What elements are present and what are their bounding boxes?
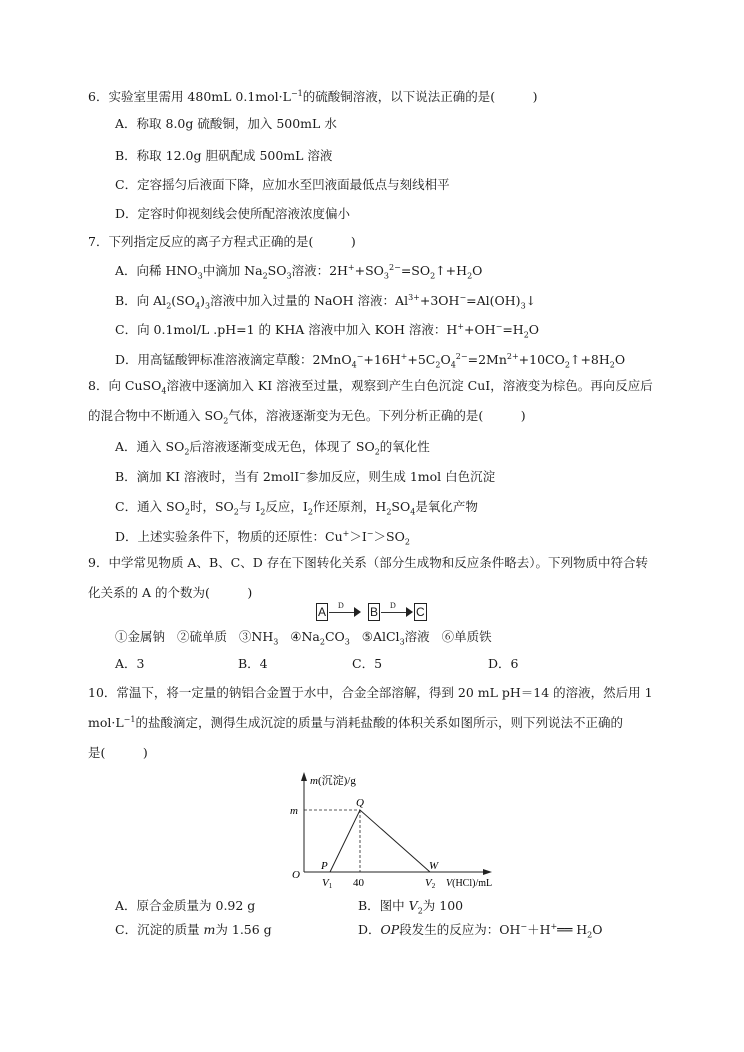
txt: 为 100 [422, 898, 464, 913]
point-q-label: Q [356, 797, 364, 809]
txt: CO [324, 629, 345, 644]
q9-stem-line2: 化关系的 A 的个数为( ) [88, 585, 253, 600]
sup: 2+ [506, 351, 519, 361]
txt: ) [200, 293, 205, 308]
v2: V [425, 877, 432, 889]
item-4 [290, 629, 350, 647]
item-5 [361, 629, 430, 647]
txt: O [592, 922, 603, 937]
sub: 2 [386, 507, 392, 517]
txt: D．用高锰酸钾标准溶液滴定草酸：2MnO [115, 352, 352, 367]
txt: +16H [363, 352, 401, 367]
txt: 的氧化性 [379, 439, 430, 454]
sup: + [400, 351, 408, 361]
txt: 溶液中加入过量的 NaOH 溶液：Al [210, 293, 409, 308]
q9-option-b: B．4 [238, 656, 268, 671]
txt: +5C [407, 352, 436, 367]
txt: 反应，I [265, 499, 308, 514]
y-label-rest: (沉淀)/g [317, 775, 356, 787]
q10-stem-line2 [88, 715, 623, 731]
q7-option-c [115, 322, 539, 338]
sub: 2 [166, 301, 172, 311]
q6-option-a: A．称取 8.0g 硫酸铜，加入 500mL 水 [115, 116, 337, 131]
item-1: ①金属钠 [115, 629, 166, 644]
txt: ④Na [290, 629, 320, 644]
point-w-label: W [429, 860, 439, 872]
x-axis-arrow-icon [483, 869, 492, 875]
txt: (SO [171, 293, 195, 308]
txt: B．向 Al [115, 293, 167, 308]
sup: − [366, 528, 374, 538]
item-6: ⑥单质铁 [441, 629, 492, 644]
sup: + [550, 921, 558, 931]
txt: 为 1.56 g [215, 922, 272, 937]
item-2: ②硫单质 [176, 629, 227, 644]
txt: +3OH [419, 293, 460, 308]
q8-option-c [115, 499, 478, 515]
sub: 2 [467, 271, 473, 281]
q6-stem-text-2: 的硫酸铜溶液，以下说法正确的是( ) [302, 89, 538, 104]
txt: A．向稀 HNO [115, 263, 198, 278]
sub: 3 [399, 637, 405, 647]
sub: 2 [564, 360, 570, 370]
y-tick-m: m [290, 805, 298, 817]
box-c: C [416, 605, 425, 619]
txt: =2Mn [467, 352, 507, 367]
sup: + [457, 321, 464, 331]
q9-option-c: C．5 [352, 656, 383, 671]
q8-option-d [115, 529, 410, 545]
v1-sub: 1 [328, 882, 333, 890]
txt: D． [358, 922, 381, 937]
txt: 溶液 [404, 629, 430, 644]
sub: 2 [587, 930, 593, 940]
sub: 4 [410, 507, 416, 517]
txt: 8．向 CuSO [88, 378, 162, 393]
txt: ＋H [527, 922, 551, 937]
txt: 与 I [238, 499, 261, 514]
sub: 3 [344, 637, 350, 647]
txt: 后溶液逐渐变成无色，体现了 SO [189, 439, 375, 454]
txt: +SO [354, 263, 384, 278]
q9-option-d: D．6 [488, 656, 519, 671]
txt: D．上述实验条件下，物质的还原性：Cu [115, 529, 343, 544]
txt: m [203, 922, 216, 937]
txt: O [614, 352, 626, 367]
sub: 2 [319, 637, 325, 647]
sub: 3 [204, 301, 211, 311]
x-tick-40: 40 [353, 877, 364, 889]
x-tick-v2 [425, 877, 436, 890]
sub: 2 [184, 507, 190, 517]
sub: 2 [374, 447, 380, 457]
q10-stem-line1: 10．常温下，将一定量的钠铝合金置于水中，合金全部溶解，得到 20 mL pH＝14 的溶液，然后用 1 [88, 685, 653, 700]
txt: +10CO [518, 352, 565, 367]
txt: SO [267, 263, 287, 278]
sup: + [347, 262, 355, 272]
sub: 3 [286, 271, 292, 281]
sub: 3 [197, 271, 203, 281]
sub: 2 [223, 416, 229, 426]
sub: 4 [194, 301, 201, 311]
item-3 [238, 629, 279, 647]
txt: C．沉淀的质量 [115, 922, 204, 937]
txt: =H [502, 322, 524, 337]
sub: 2 [404, 537, 410, 547]
sup: − [356, 351, 364, 361]
arrow-label-2: D [390, 601, 396, 610]
q7-option-b [115, 293, 536, 309]
sub: 4 [450, 360, 456, 370]
txt: O [472, 263, 483, 278]
arrow-label-1: D [338, 601, 344, 610]
q10-option-d [358, 922, 602, 938]
txt: 中滴加 Na [202, 263, 263, 278]
txt: O [440, 352, 451, 367]
q10-stem-line3: 是( ) [88, 745, 148, 760]
sub: 4 [161, 386, 167, 396]
txt: 的盐酸滴定，测得生成沉淀的质量与消耗盐酸的体积关系如图所示，则下列说法不正确的 [135, 715, 623, 730]
arrow-head-2-icon [406, 607, 413, 617]
sup: 3+ [408, 292, 420, 302]
x-label-v: V [446, 878, 453, 889]
sub: 3 [383, 271, 390, 281]
txt: 是氧化产物 [415, 499, 478, 514]
sup: − [459, 292, 467, 302]
txt: =Al(OH) [466, 293, 521, 308]
sup: −1 [123, 714, 136, 724]
q6-option-c: C．定容摇匀后液面下降，应加水至凹液面最低点与刻线相平 [115, 177, 450, 192]
txt: 段发生的反应为：OH [399, 922, 521, 937]
x-tick-v1 [322, 877, 333, 890]
txt: 参加反应，则生成 1mol 白色沉淀 [305, 469, 496, 484]
sub: 2 [417, 906, 423, 916]
q10-option-c [115, 922, 272, 938]
q6-stem-sup: −1 [290, 88, 303, 98]
sub: 2 [435, 360, 441, 370]
sub: 2 [262, 271, 268, 281]
txt: C．向 0.1mol/L .pH=1 的 KHA 溶液中加入 KOH 溶液：H [115, 322, 458, 337]
sup: 2− [455, 351, 468, 361]
x-label-rest: (HCl)/mL [452, 878, 493, 889]
q6-option-b: B．称取 12.0g 胆矾配成 500mL 溶液 [115, 148, 333, 163]
q9-substance-list [115, 629, 492, 645]
sub: 2 [184, 447, 190, 457]
txt: ↑+H [435, 263, 468, 278]
txt: OP [380, 922, 400, 937]
txt: ⑤AlCl [361, 629, 400, 644]
q9-option-a: A．3 [115, 656, 145, 671]
sub: 2 [233, 507, 239, 517]
txt: O [528, 322, 540, 337]
arrow-head-1-icon [354, 607, 361, 617]
sup: − [299, 468, 306, 478]
y-label-m: m [310, 775, 318, 787]
box-a: A [318, 605, 327, 619]
q6-stem [88, 89, 538, 105]
sup: − [495, 321, 503, 331]
txt: +OH [463, 322, 496, 337]
txt: ＞I [349, 529, 367, 544]
x-axis-label [446, 878, 492, 889]
origin-label: O [292, 869, 300, 881]
q7-option-d [115, 352, 625, 368]
txt: 的混合物中不断通入 SO [88, 408, 224, 423]
arrow-line-1 [329, 612, 355, 613]
txt: 溶液：2H [291, 263, 348, 278]
txt: ↓ [525, 293, 537, 308]
sub: 2 [307, 507, 313, 517]
txt: B．滴加 KI 溶液时，当有 2molI [115, 469, 300, 484]
txt: ↑+8H [569, 352, 610, 367]
txt: ③NH [238, 629, 274, 644]
point-p-label: P [321, 860, 328, 872]
y-axis-label [310, 773, 356, 787]
y-axis-arrow-icon [301, 772, 307, 781]
txt: A．通入 SO [115, 439, 185, 454]
txt: 作还原剂，H [312, 499, 387, 514]
txt: 溶液中逐滴加入 KI 溶液至过量，观察到产生白色沉淀 CuI，溶液变为棕色。再向反应后 [166, 378, 653, 393]
txt: ＞SO [373, 529, 405, 544]
sub: 2 [523, 330, 529, 340]
q10-option-a: A．原合金质量为 0.92 g [115, 898, 256, 913]
sub: 3 [273, 637, 279, 647]
v1: V [322, 877, 329, 889]
q7-stem: 7．下列指定反应的离子方程式正确的是( ) [88, 234, 356, 249]
precipitate-curve [330, 810, 430, 872]
sub: 2 [260, 507, 266, 517]
q6-option-d: D．定容时仰视刻线会使所配溶液浓度偏小 [115, 206, 351, 221]
q6-stem-text: 6．实验室里需用 480mL 0.1mol·L [88, 89, 291, 104]
q7-option-a [115, 263, 482, 279]
q8-option-a [115, 439, 430, 455]
v2-sub: 2 [431, 882, 436, 890]
txt: 气体，溶液逐渐变为无色。下列分析正确的是( ) [228, 408, 526, 423]
box-b: B [370, 605, 379, 619]
precipitate-graph [270, 768, 500, 893]
txt: =SO [400, 263, 431, 278]
sup: + [342, 528, 350, 538]
q8-stem-line1 [88, 378, 653, 394]
txt: 时，SO [189, 499, 234, 514]
sup: − [520, 921, 528, 931]
txt: V [408, 898, 418, 913]
txt: B．图中 [358, 898, 409, 913]
q8-option-b [115, 469, 495, 485]
sub: 2 [430, 271, 436, 281]
arrow-line-2 [381, 612, 407, 613]
sub: 4 [351, 360, 357, 370]
q10-option-b [358, 898, 463, 914]
sub: 3 [520, 301, 526, 311]
txt: SO [391, 499, 411, 514]
txt: ══ H [557, 922, 588, 937]
conversion-diagram [316, 601, 436, 623]
txt: C．通入 SO [115, 499, 185, 514]
txt: mol·L [88, 715, 124, 730]
sup: 2− [389, 262, 401, 272]
sub: 2 [609, 360, 615, 370]
q8-stem-line2 [88, 408, 526, 424]
q9-stem-line1: 9．中学常见物质 A、B、C、D 存在下图转化关系（部分生成物和反应条件略去）。下列物质中符合转 [88, 555, 648, 570]
